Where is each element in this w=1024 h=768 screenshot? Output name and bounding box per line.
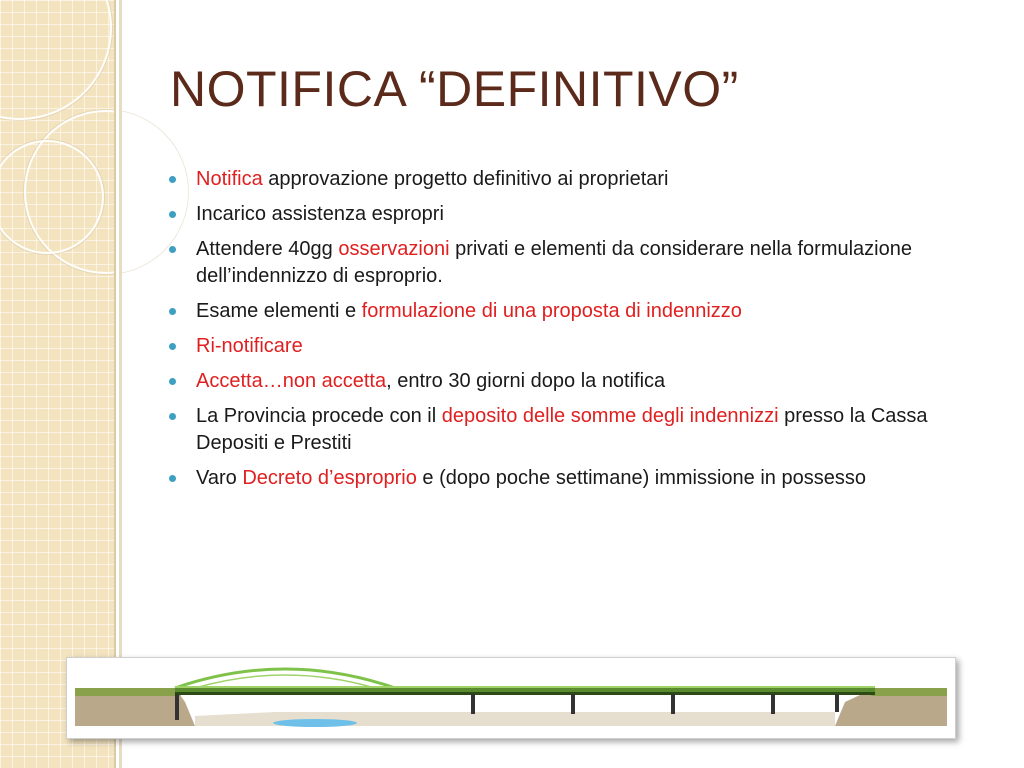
bullet-item [160, 236, 970, 290]
bullet-text: Incarico assistenza espropri [196, 203, 444, 225]
bullet-item [160, 201, 970, 228]
highlighted-text: Notifica [196, 168, 263, 190]
highlighted-text: osservazioni [338, 238, 450, 260]
bullet-text: La Provincia procede con il [196, 405, 442, 427]
bullet-dot-icon [169, 308, 176, 315]
bullet-text: Esame elementi e [196, 300, 362, 322]
bullet-dot-icon [169, 343, 176, 350]
bullet-text: Varo [196, 467, 243, 489]
bullet-item [160, 298, 970, 325]
slide-title: NOTIFICA “DEFINITIVO” [170, 61, 739, 117]
bullet-list [160, 166, 970, 500]
bullet-text: e (dopo poche settimane) immissione in possesso [416, 467, 866, 489]
bullet-text: , entro 30 giorni dopo la notifica [386, 370, 666, 392]
bullet-text: presso la Cassa Depositi e Prestiti [196, 405, 928, 454]
bullet-text: Attendere 40gg [196, 238, 339, 260]
highlighted-text: deposito delle somme degli indennizzi [441, 405, 779, 427]
bullet-dot-icon [169, 246, 176, 253]
bullet-dot-icon [169, 475, 176, 482]
highlighted-text: Decreto d’esproprio [242, 467, 417, 489]
bullet-item [160, 368, 970, 395]
bridge-image [66, 657, 956, 739]
highlighted-text: Accetta…non accetta [196, 370, 387, 392]
bridge-drawing [75, 666, 947, 730]
bullet-item [160, 333, 970, 360]
decorative-side-band [0, 0, 114, 768]
highlighted-text: formulazione di una proposta di indennizzo [361, 300, 742, 322]
bullet-item [160, 403, 970, 457]
bullet-text: approvazione progetto definitivo ai proprietari [262, 168, 669, 190]
bullet-dot-icon [169, 176, 176, 183]
bullet-item [160, 166, 970, 193]
highlighted-text: Ri-notificare [196, 335, 303, 357]
bullet-text: privati e elementi da considerare nella formulazione dell’indennizzo di esproprio. [196, 238, 912, 287]
bullet-dot-icon [169, 211, 176, 218]
decorative-circle [0, 0, 112, 120]
bullet-dot-icon [169, 378, 176, 385]
bullet-dot-icon [169, 413, 176, 420]
bullet-item [160, 465, 970, 492]
band-divider [114, 0, 122, 768]
